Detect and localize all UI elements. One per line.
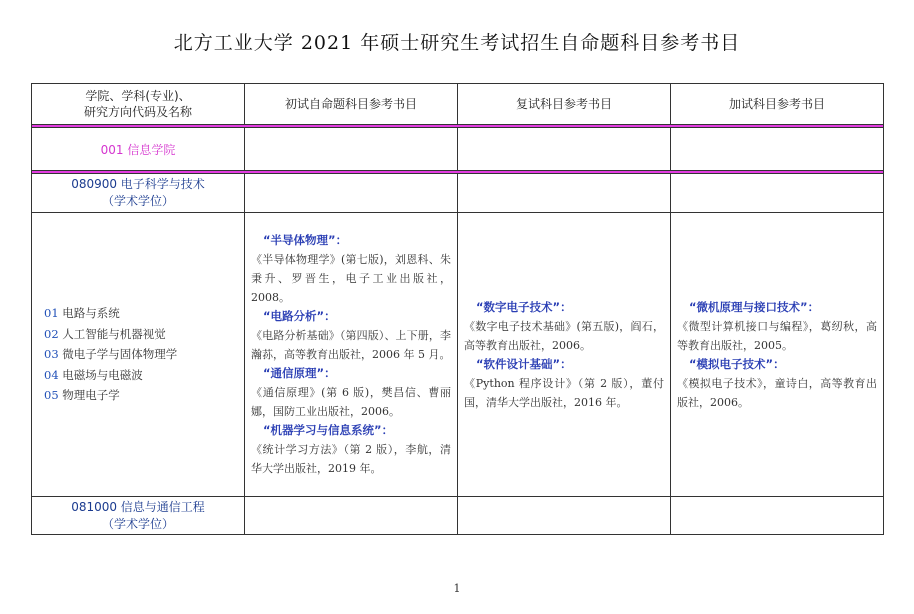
header-college-major xyxy=(32,84,245,125)
direction-num: 02 xyxy=(44,326,59,341)
subject-title: “数字电子技术”： xyxy=(476,299,572,314)
retest-books xyxy=(458,213,671,497)
direction-item xyxy=(44,303,244,324)
book-ref: 《电路分析基础》（第四版）、上下册，李瀚荪，高等教育出版社，2006 年 5 月。 xyxy=(251,329,451,361)
subject-title: “微机原理与接口技术”： xyxy=(689,299,820,314)
research-directions xyxy=(32,213,245,497)
header-row xyxy=(32,84,884,125)
header-initial-exam: 初试自命题科目参考书目 xyxy=(245,84,458,125)
subject-title: “电路分析”： xyxy=(263,309,336,323)
major-row xyxy=(32,174,884,213)
college-row xyxy=(32,128,884,171)
direction-name: 微电子学与固体物理学 xyxy=(62,347,178,362)
book-ref: 《数字电子技术基础》(第五版)，阎石，高等教育出版社，2006。 xyxy=(464,319,664,352)
subject-title: “半导体物理”： xyxy=(263,233,348,247)
page-number: 1 xyxy=(453,582,461,595)
book-ref: 《通信原理》(第 6 版)，樊昌信、曹丽娜，国防工业出版社，2006。 xyxy=(251,386,451,418)
major-name xyxy=(32,497,245,535)
direction-num: 03 xyxy=(44,347,59,362)
direction-name: 物理电子学 xyxy=(62,388,120,403)
major-code-name: 080900 电子科学与技术 xyxy=(71,177,205,191)
empty-cell xyxy=(245,128,458,171)
document-title: 北方工业大学 2021 年硕士研究生考试招生自命题科目参考书目 xyxy=(173,32,741,54)
book-ref: 《半导体物理学》(第七版)，刘恩科、朱秉升、罗晋生，电子工业出版社，2008。 xyxy=(251,253,451,304)
book-ref: 《Python 程序设计》（第 2 版），董付国，清华大学出版社，2016 年。 xyxy=(464,376,664,409)
book-ref: 《统计学习方法》（第 2 版），李航，清华大学出版社，2019 年。 xyxy=(251,443,451,475)
detail-row xyxy=(32,213,884,497)
major-row xyxy=(32,497,884,535)
major-name xyxy=(32,174,245,213)
book-ref: 《模拟电子技术》，童诗白，高等教育出版社，2006。 xyxy=(677,376,877,409)
direction-name: 电路与系统 xyxy=(62,306,120,321)
direction-item xyxy=(44,344,244,365)
empty-cell xyxy=(458,497,671,535)
direction-num: 04 xyxy=(44,367,59,382)
reference-book-table xyxy=(31,83,884,535)
header-retest: 复试科目参考书目 xyxy=(458,84,671,125)
subject-title: “软件设计基础”： xyxy=(476,356,572,371)
header-college-major-line2: 研究方向代码及名称 xyxy=(83,105,192,119)
subject-title: “机器学习与信息系统”： xyxy=(263,423,394,437)
empty-cell xyxy=(245,174,458,213)
direction-name: 电磁场与电磁波 xyxy=(62,367,143,382)
direction-name: 人工智能与机器视觉 xyxy=(62,326,166,341)
empty-cell xyxy=(671,128,884,171)
empty-cell xyxy=(671,497,884,535)
empty-cell xyxy=(245,497,458,535)
extra-exam-books xyxy=(671,213,884,497)
major-degree-type: （学术学位） xyxy=(101,194,174,208)
direction-num: 01 xyxy=(44,306,59,321)
direction-item xyxy=(44,365,244,386)
empty-cell xyxy=(458,174,671,213)
major-code-name: 081000 信息与通信工程 xyxy=(71,499,205,514)
subject-title: “模拟电子技术”： xyxy=(689,356,785,371)
direction-item xyxy=(44,324,244,345)
book-ref: 《微型计算机接口与编程》，葛纫秋，高等教育出版社，2005。 xyxy=(677,319,877,352)
header-college-major-line1: 学院、学科(专业)、 xyxy=(85,89,191,103)
major-degree-type: （学术学位） xyxy=(101,516,174,531)
header-extra-exam: 加试科目参考书目 xyxy=(671,84,884,125)
direction-item xyxy=(44,385,244,406)
empty-cell xyxy=(671,174,884,213)
college-name: 001 信息学院 xyxy=(32,128,245,171)
initial-exam-books xyxy=(245,213,458,497)
subject-title: “通信原理”： xyxy=(263,366,336,380)
direction-num: 05 xyxy=(44,388,59,403)
empty-cell xyxy=(458,128,671,171)
